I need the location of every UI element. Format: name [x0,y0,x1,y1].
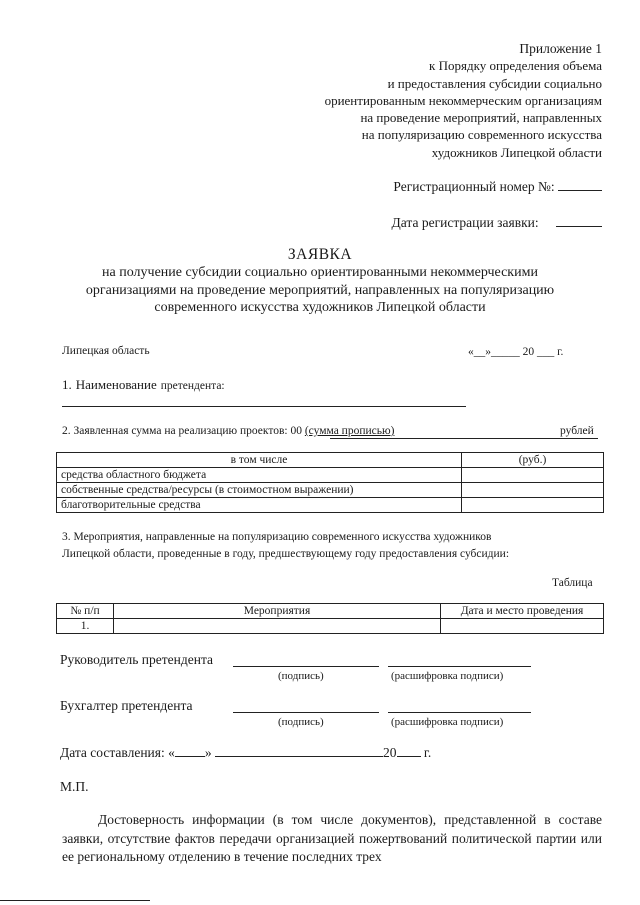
funding-row-value[interactable] [462,468,604,483]
funding-row-label: собственные средства/ресурсы (в стоимостном выражении) [57,483,462,498]
appendix-line: художников Липецкой области [431,144,602,160]
compilation-year-field[interactable] [397,744,421,757]
compilation-month-field[interactable] [215,744,383,757]
appendix-line: и предоставления субсидии социально [387,75,602,91]
sum-words-line[interactable] [330,438,598,439]
applicant-name-line[interactable] [62,406,466,407]
funding-row-label: благотворительные средства [57,498,462,513]
registration-number [393,178,602,195]
subtitle-line: современного искусства художников Липецкой области [154,300,486,315]
head-decoding-line[interactable] [388,666,531,667]
appendix-line: к Порядку определения объема [429,58,602,74]
funding-table-header [57,453,604,468]
accountant-signature-line[interactable] [233,712,379,713]
section-3-line: Липецкой области, проведенные в году, предшествующему году предоставления субсидии: [62,548,510,560]
registration-number-label: Регистрационный номер №: [393,179,555,194]
signature-caption: (подпись) [278,670,324,682]
section-1-label-small: претендента: [160,380,225,392]
appendix-line: на проведение мероприятий, направленных [360,110,602,126]
events-cell: 1. [57,619,114,634]
appendix-line: ориентированным некоммерческим организациям [324,92,602,108]
events-cell[interactable] [441,619,604,634]
section-3-line: 3. Мероприятия, направленные на популяризацию современного искусства художников [62,531,492,543]
decoding-caption: (расшифровка подписи) [391,716,504,728]
events-table-header [57,604,604,619]
table-row [57,483,604,498]
events-header-cell: Дата и место проведения [441,604,604,619]
reliability-paragraph-text: Достоверность информации (в том числе документов), представленной в составе заявки, отсутствие фактов передачи организацией пожертвований политической партии или ее региональному отделению в течение последних трех [62,812,602,864]
events-header-cell: Мероприятия [114,604,441,619]
form-subtitle [0,264,640,317]
form-title: ЗАЯВКА [287,246,353,263]
section-2-label [62,425,411,437]
appendix-header [262,40,602,161]
stamp-place: М.П. [60,779,89,794]
currency-label: рублей [560,425,594,437]
signature-caption: (подпись) [278,716,324,728]
section-1-label-big: Наименование [75,377,157,392]
funding-row-value[interactable] [462,483,604,498]
compilation-date [60,744,431,761]
funding-row-value[interactable] [462,498,604,513]
funding-header-cell: в том числе [57,453,462,468]
subtitle-line: организациями на проведение мероприятий, направленных на популяризацию [85,282,555,298]
funding-table [56,452,604,513]
registration-date [392,214,602,231]
decoding-caption: (расшифровка подписи) [391,670,504,682]
subtitle-line: на получение субсидии социально ориентированными некоммерческими [102,265,538,280]
document-date: «__»_____ 20 ___ г. [468,346,564,358]
head-signature-label: Руководитель претендента [60,652,214,667]
compilation-year-prefix: 20 [383,745,397,760]
appendix-line: Приложение 1 [519,41,602,56]
reliability-paragraph [62,811,602,867]
page-edge-line [0,900,150,901]
section-3-label [62,529,509,563]
funding-row-label: средства областного бюджета [57,468,462,483]
registration-date-label: Дата регистрации заявки: [391,215,539,230]
section-1-label [62,376,225,394]
compilation-date-close: » [204,745,212,760]
compilation-day-field[interactable] [175,744,205,757]
events-table [56,603,604,634]
compilation-year-suffix: г. [423,745,432,760]
registration-date-field[interactable] [556,214,602,227]
events-header-cell: № п/п [57,604,114,619]
table-row [57,498,604,513]
appendix-line: на популяризацию современного искусства [361,127,602,143]
table-row [57,619,604,634]
place-label: Липецкая область [62,345,150,357]
funding-header-cell: (руб.) [462,453,604,468]
events-cell[interactable] [114,619,441,634]
table-caption: Таблица [552,577,593,589]
table-row [57,468,604,483]
section-1-number: 1. [62,377,72,392]
registration-number-field[interactable] [558,178,602,191]
accountant-signature-label: Бухгалтер претендента [60,698,193,713]
head-signature-line[interactable] [233,666,379,667]
section-2-text: 2. Заявленная сумма на реализацию проектов: 00 [62,425,302,437]
accountant-decoding-line[interactable] [388,712,531,713]
sum-words-caption: (сумма прописью) [304,425,395,437]
compilation-date-label: Дата составления: « [60,745,175,760]
